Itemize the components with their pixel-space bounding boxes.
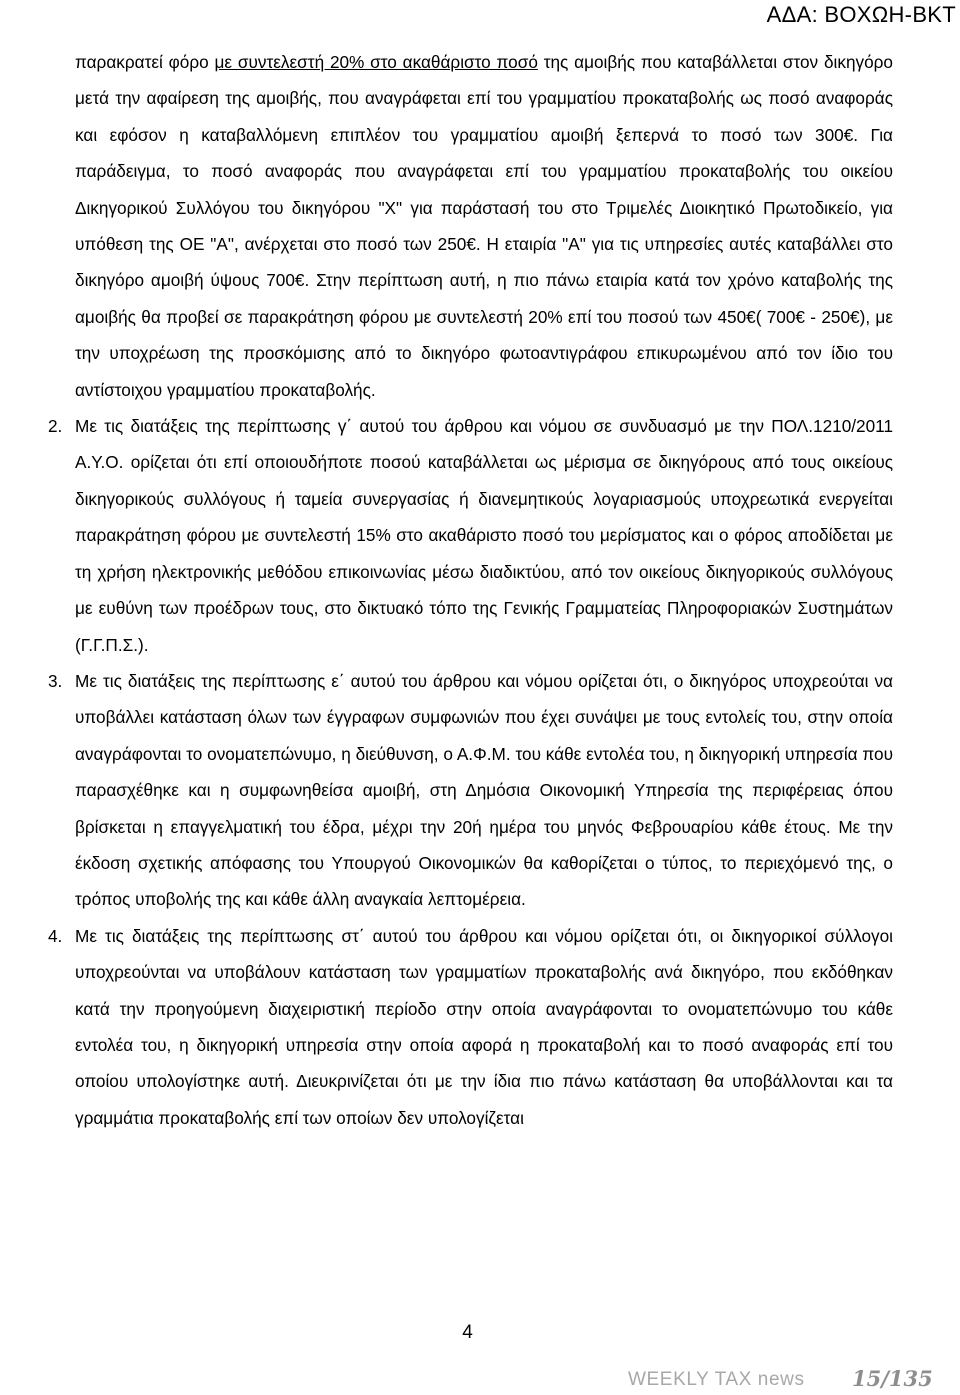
numbered-item-4 [48, 918, 893, 1136]
intro-prefix: παρακρατεί φόρο [75, 52, 215, 72]
item-number: 3. [48, 670, 63, 691]
footer-brand-watermark: WEEKLY TAX news [628, 1369, 805, 1390]
intro-text: της αμοιβής που καταβάλλεται στον δικηγόρο μετά την αφαίρεση της αμοιβής, που αναγράφεται επί του γραμματίου προκαταβολής ως ποσό αναφοράς και εφόσον η καταβαλλόμενη επιπλέον του γραμματίου αμοιβή ξεπερνά το ποσό των 300€. Για παράδειγμα, το ποσό αναφοράς που αναγράφεται επί του γραμματίου προκαταβολής του οικείου Δικηγορικού Συλλόγου του δικηγόρου "Χ" για παράστασή του στο Τριμελές Διοικητικό Πρωτοδικείο, για υπόθεση της ΟΕ "Α", ανέρχεται στο ποσό των 250€. Η εταιρία "Α" για τις υπηρεσίες αυτές καταβάλλει στο δικηγόρο αμοιβή ύψους 700€. Στην περίπτωση αυτή, η πιο πάνω εταιρία κατά τον χρόνο καταβολής της αμοιβής θα προβεί σε παρακράτηση φόρου με συντελεστή 20% επί του ποσού των 450€( 700€ - 250€), με την υποχρέωση της προσκόμισης από το δικηγόρο φωτοαντιγράφου επικυρωμένου από τον ίδιο του αντίστοιχου γραμματίου προκαταβολής. [75, 52, 893, 400]
document-ada-code: ΑΔΑ: ΒΟΧΩΗ-ΒΚΤ [766, 2, 956, 27]
intro-underlined-phrase: με συντελεστή 20% στο ακαθάριστο ποσό [214, 52, 538, 72]
numbered-item-3 [48, 663, 893, 918]
numbered-item-2 [48, 408, 893, 663]
intro-paragraph [75, 44, 893, 408]
item-number: 4. [48, 925, 63, 946]
item-number: 2. [48, 416, 63, 437]
item-text: Με τις διατάξεις της περίπτωσης στ΄ αυτού του άρθρου και νόμου ορίζεται ότι, οι δικηγορικοί σύλλογοι υποχρεούνται να υποβάλουν κατάσταση των γραμματίων προκαταβολής ανά δικηγόρο, που εκδόθηκαν κατά την προηγούμενη διαχειριστική περίοδο στην οποία αναγράφονται το ονοματεπώνυμο του κάθε εντολέα του, η δικηγορική υπηρεσία στην οποία αφορά η προκαταβολή και το ποσό αναφοράς επί του οποίου υπολογίστηκε αυτή. Διευκρινίζεται ότι με την ίδια πιο πάνω κατάσταση θα υποβάλλονται και τα γραμμάτια προκαταβολής επί των οποίων δεν υπολογίζεται [75, 925, 893, 1128]
item-text: Με τις διατάξεις της περίπτωσης ε΄ αυτού του άρθρου και νόμου ορίζεται ότι, ο δικηγόρος υποχρεούται να υποβάλλει κατάσταση όλων των έγγραφων συμφωνιών που έχει συνάψει με τους εντολείς του, στην οποία αναγράφονται το ονοματεπώνυμο, η διεύθυνση, ο Α.Φ.Μ. του κάθε εντολέα του, η δικηγορική υπηρεσία που παρασχέθηκε και η συμφωνηθείσα αμοιβή, στη Δημόσια Οικονομική Υπηρεσία της περιφέρειας όπου βρίσκεται η επαγγελματική του έδρα, μέχρι την 20ή ημέρα του μηνός Φεβρουαρίου κάθε έτους. Με την έκδοση σχετικής απόφασης του Υπουργού Οικονομικών θα καθορίζεται ο τύπος, το περιεχόμενό της, ο τρόπος υποβολής της και κάθε άλλη αναγκαία λεπτομέρεια. [75, 670, 893, 910]
footer-page-count: 15/135 [852, 1366, 933, 1391]
document-body [48, 44, 893, 1136]
item-text: Με τις διατάξεις της περίπτωσης γ΄ αυτού του άρθρου και νόμου σε συνδυασμό με την ΠΟΛ.1210/2011 Α.Υ.Ο. ορίζεται ότι επί οποιουδήποτε ποσού καταβάλλεται ως μέρισμα σε δικηγόρους από τους οικείους δικηγορικούς συλλόγους ή ταμεία συνεργασίας ή διανεμητικούς λογαριασμούς υποχρεωτικά ενεργείται παρακράτηση φόρου με συντελεστή 15% στο ακαθάριστο ποσό του μερίσματος και ο φόρος αποδίδεται με τη χρήση ηλεκτρονικής μεθόδου επικοινωνίας μέσω διαδικτύου, από τον οικείους δικηγορικούς συλλόγους με ευθύνη των προέδρων τους, στο δικτυακό τόπο της Γενικής Γραμματείας Πληροφοριακών Συστημάτων (Γ.Γ.Π.Σ.). [75, 416, 893, 655]
page-number: 4 [462, 1322, 473, 1343]
